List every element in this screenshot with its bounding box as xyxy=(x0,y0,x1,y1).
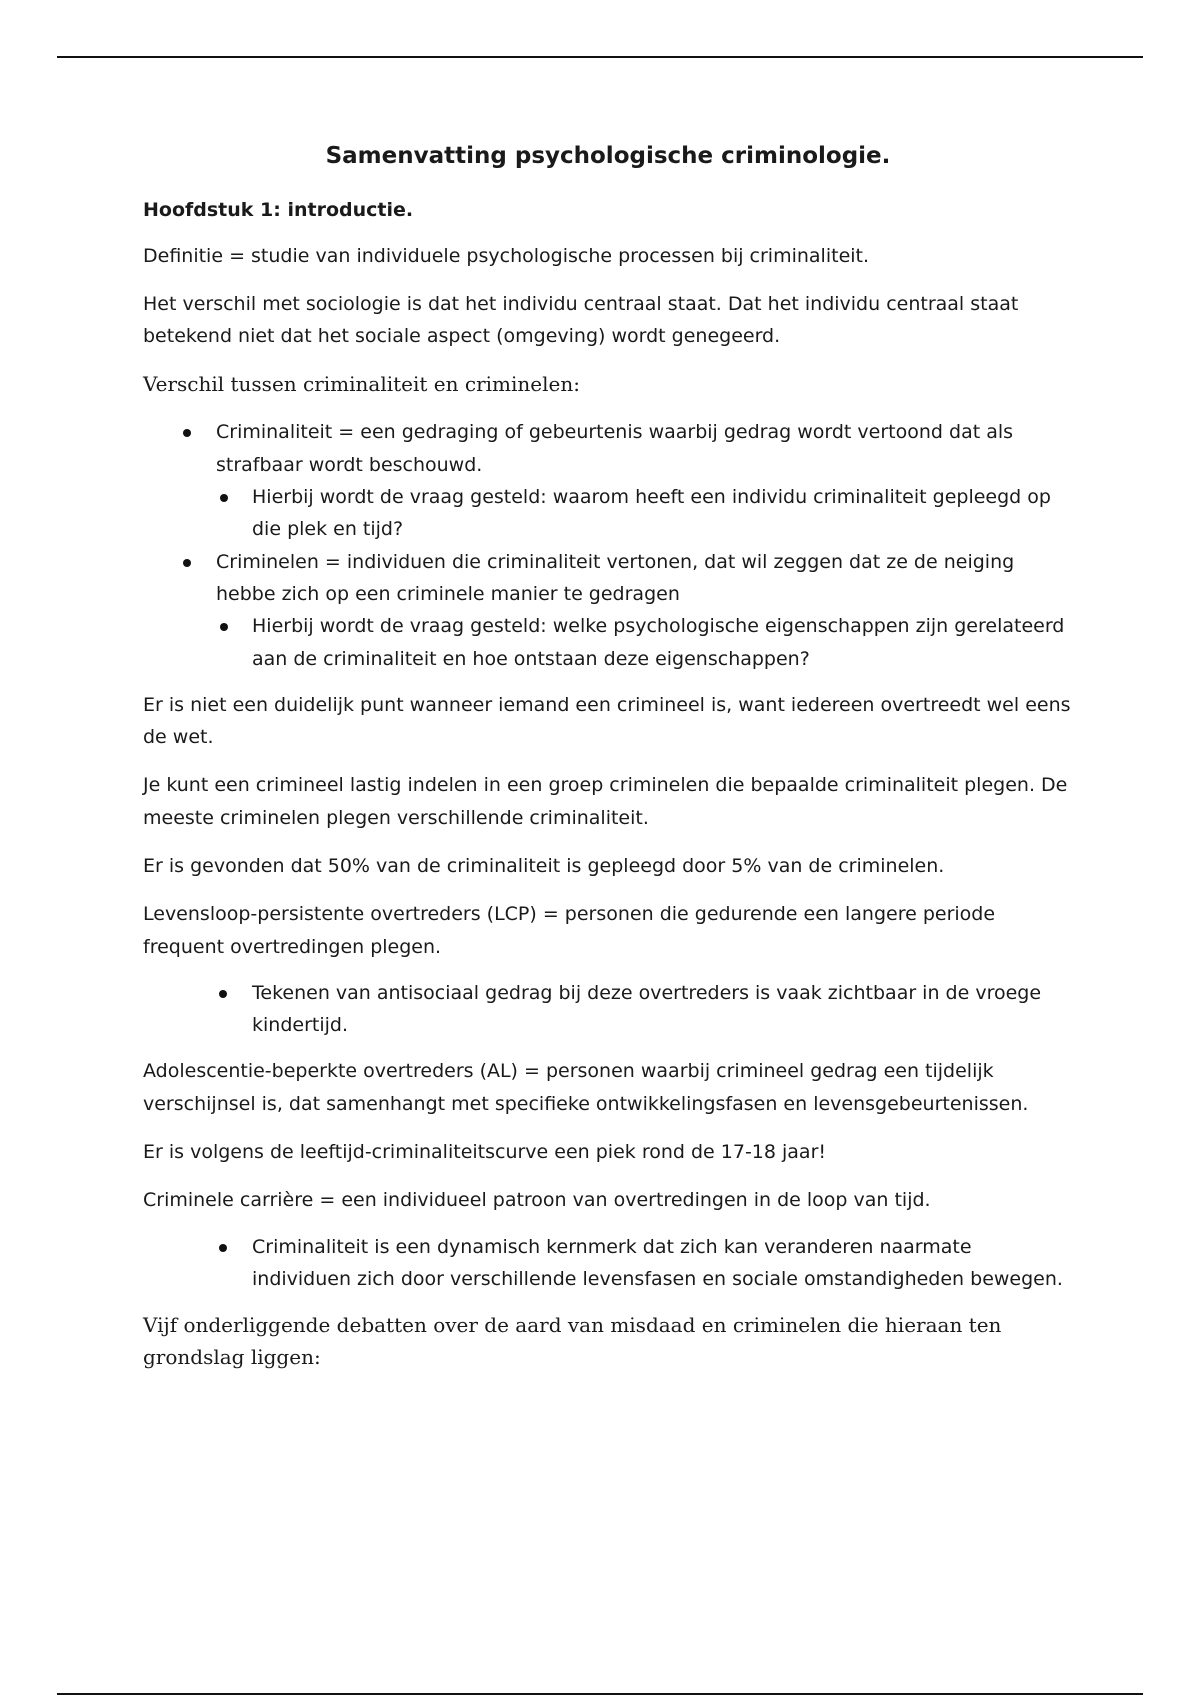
career-paragraph: Criminele carrière = een individueel patroon van overtredingen in de loop van tijd. xyxy=(143,1189,931,1212)
five-debates-paragraph: Vijf onderliggende debatten over de aard van misdaad en criminelen die hieraan ten grondslag liggen: xyxy=(143,1313,1002,1370)
bullet-icon xyxy=(183,429,191,437)
sub-list xyxy=(216,481,1073,546)
difference-list xyxy=(143,416,1073,674)
list-item-text: Tekenen van antisociaal gedrag bij deze overtreders is vaak zichtbaar in de vroege kindertijd. xyxy=(252,981,1042,1037)
bullet-icon xyxy=(220,623,228,631)
sociology-difference-paragraph: Het verschil met sociologie is dat het individu centraal staat. Dat het individu centraal staat betekend niet dat het sociale aspect (omgeving) wordt genegeerd. xyxy=(143,292,1019,348)
bullet-icon xyxy=(219,990,227,998)
bullet-icon xyxy=(219,1244,227,1252)
list-item xyxy=(143,1231,1073,1296)
bullet-icon xyxy=(183,559,191,567)
sub-list xyxy=(216,610,1073,675)
document-title: Samenvatting psychologische criminologie. xyxy=(325,143,891,169)
top-rule xyxy=(57,56,1143,58)
chapter-heading: Hoofdstuk 1: introductie. xyxy=(143,198,414,221)
list-item xyxy=(143,416,1073,545)
career-list xyxy=(143,1231,1073,1296)
sub-list-item xyxy=(216,481,1073,546)
lcp-paragraph: Levensloop-persistente overtreders (LCP) = personen die gedurende een langere periode frequent overtredingen plegen. xyxy=(143,903,996,958)
hard-to-classify-paragraph: Je kunt een crimineel lastig indelen in een groep criminelen die bepaalde criminaliteit plegen. De meeste criminelen plegen verschillende criminaliteit. xyxy=(143,774,1068,829)
bottom-rule xyxy=(57,1693,1143,1695)
list-item-text: Criminaliteit is een dynamisch kernmerk dat zich kan veranderen naarmate individuen zich door verschillende levensfasen en sociale omstandigheden bewegen. xyxy=(252,1235,1063,1290)
sub-list-item-text: Hierbij wordt de vraag gesteld: waarom heeft een individu criminaliteit gepleegd op die plek en tijd? xyxy=(252,486,1051,541)
no-clear-point-paragraph: Er is niet een duidelijk punt wanneer iemand een crimineel is, want iedereen overtreedt wel eens de wet. xyxy=(143,693,1071,749)
list-item xyxy=(143,546,1073,675)
sub-list-item-text: Hierbij wordt de vraag gesteld: welke psychologische eigenschappen zijn gerelateerd aan de criminaliteit en hoe ontstaan deze eigenschappen? xyxy=(252,615,1065,670)
sub-list-item xyxy=(216,610,1073,675)
lcp-list xyxy=(143,977,1073,1042)
bullet-icon xyxy=(220,494,228,502)
list-item-text: Criminelen = individuen die criminaliteit vertonen, dat wil zeggen dat ze de neiging hebbe zich op een criminele manier te gedragen xyxy=(216,550,1015,605)
age-curve-paragraph: Er is volgens de leeftijd-criminaliteitscurve een piek rond de 17-18 jaar! xyxy=(143,1141,827,1164)
fifty-percent-paragraph: Er is gevonden dat 50% van de criminaliteit is gepleegd door 5% van de criminelen. xyxy=(143,854,945,877)
list-item xyxy=(143,977,1073,1042)
definition-paragraph: Definitie = studie van individuele psychologische processen bij criminaliteit. xyxy=(143,244,870,267)
al-paragraph: Adolescentie-beperkte overtreders (AL) = personen waarbij crimineel gedrag een tijdelijk verschijnsel is, dat samenhangt met specifieke ontwikkelingsfasen en levensgebeurtenissen. xyxy=(143,1060,1029,1115)
difference-intro: Verschil tussen criminaliteit en criminelen: xyxy=(143,372,580,397)
document-page xyxy=(143,142,1073,1389)
list-item-text: Criminaliteit = een gedraging of gebeurtenis waarbij gedrag wordt vertoond dat als strafbaar wordt beschouwd. xyxy=(216,421,1014,476)
